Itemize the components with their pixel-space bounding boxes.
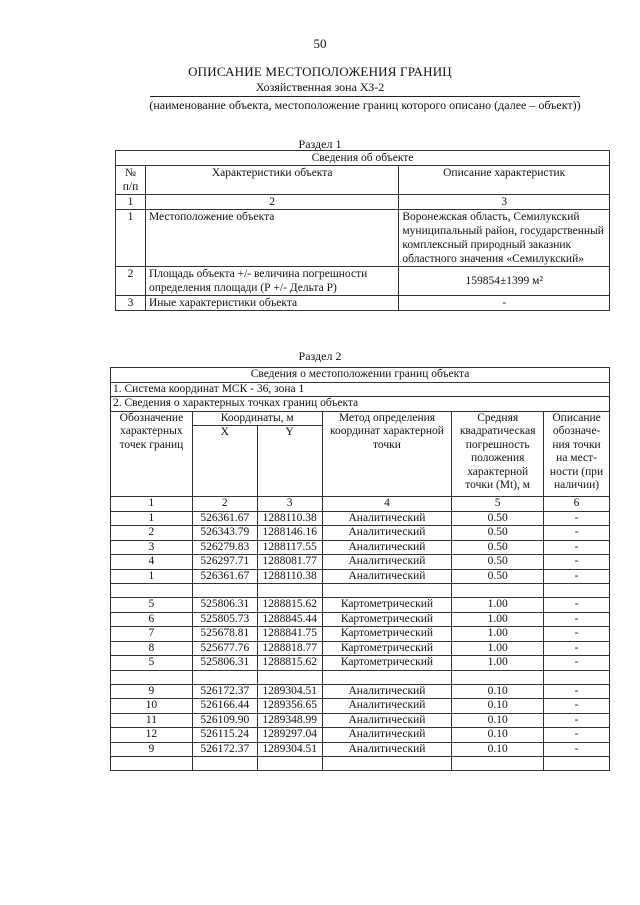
point-description: - [544, 699, 610, 714]
empty-cell [257, 757, 322, 771]
point-description: - [544, 713, 610, 728]
error: 0.50 [452, 555, 544, 570]
header-designation: Обозначение характерных точек границ [111, 411, 193, 497]
coord-y: 1289297.04 [257, 728, 322, 743]
coord-x: 526361.67 [192, 569, 257, 584]
point-description: - [544, 627, 610, 642]
numbering-cell: 4 [322, 497, 452, 512]
point-number: 10 [111, 699, 193, 714]
method: Аналитический [322, 540, 452, 555]
coord-x: 525677.76 [192, 641, 257, 656]
method: Аналитический [322, 713, 452, 728]
numbering-cell: 1 [116, 195, 146, 210]
table-row [111, 728, 610, 743]
method: Картометрический [322, 627, 452, 642]
coord-x: 526279.83 [192, 540, 257, 555]
coord-x: 526361.67 [192, 511, 257, 526]
row-characteristic: Местоположение объекта [145, 210, 398, 267]
table-row [116, 296, 610, 311]
coord-y: 1288117.55 [257, 540, 322, 555]
numbering-cell: 2 [192, 497, 257, 512]
empty-cell [544, 757, 610, 771]
table-row [111, 526, 610, 541]
point-number: 3 [111, 540, 193, 555]
point-description: - [544, 555, 610, 570]
table-row [111, 699, 610, 714]
method: Аналитический [322, 511, 452, 526]
coord-y: 1288815.62 [257, 598, 322, 613]
error: 0.50 [452, 526, 544, 541]
empty-cell [111, 757, 193, 771]
point-number: 8 [111, 641, 193, 656]
empty-cell [452, 584, 544, 598]
method: Аналитический [322, 699, 452, 714]
coordinate-system: 1. Система координат МСК - 36, зона 1 [111, 382, 610, 397]
point-number: 5 [111, 656, 193, 671]
coord-y: 1289356.65 [257, 699, 322, 714]
document-title: ОПИСАНИЕ МЕСТОПОЛОЖЕНИЯ ГРАНИЦ [188, 64, 452, 79]
coord-y: 1288818.77 [257, 641, 322, 656]
boundary-points-table [110, 367, 610, 771]
coord-y: 1288081.77 [257, 555, 322, 570]
table-row [111, 641, 610, 656]
error: 1.00 [452, 598, 544, 613]
group-separator-row [111, 584, 610, 598]
error: 1.00 [452, 656, 544, 671]
point-number: 11 [111, 713, 193, 728]
section2-label: Раздел 2 [298, 349, 342, 363]
header-y: Y [257, 426, 322, 497]
table-row [111, 511, 610, 526]
row-num: 1 [116, 210, 146, 267]
point-number: 1 [111, 569, 193, 584]
point-number: 7 [111, 627, 193, 642]
error: 1.00 [452, 627, 544, 642]
row-characteristic: Площадь объекта +/- величина погрешности определения площади (Р +/- Дельта Р) [145, 267, 398, 296]
table-row [111, 713, 610, 728]
coord-y: 1288815.62 [257, 656, 322, 671]
point-description: - [544, 540, 610, 555]
table-row [111, 742, 610, 757]
error: 1.00 [452, 612, 544, 627]
empty-cell [544, 584, 610, 598]
coord-x: 525806.31 [192, 598, 257, 613]
method: Аналитический [322, 684, 452, 699]
header-point-description: Описание обозначе-ния точки на мест-ности (при наличии) [544, 411, 610, 497]
table-title: Сведения о местоположении границ объекта [111, 368, 610, 383]
row-num: 3 [116, 296, 146, 311]
point-description: - [544, 728, 610, 743]
coord-x: 525678.81 [192, 627, 257, 642]
header-description: Описание характеристик [399, 166, 610, 195]
table-row [116, 267, 610, 296]
point-description: - [544, 526, 610, 541]
coord-x: 526109.90 [192, 713, 257, 728]
document-subtitle: Хозяйственная зона ХЗ-2 [255, 80, 385, 94]
point-description: - [544, 569, 610, 584]
coord-x: 525805.73 [192, 612, 257, 627]
page-number: 50 [313, 36, 327, 51]
coord-x: 526172.37 [192, 684, 257, 699]
numbering-cell: 2 [145, 195, 398, 210]
empty-cell [322, 757, 452, 771]
coord-x: 526297.71 [192, 555, 257, 570]
method: Картометрический [322, 598, 452, 613]
trailing-empty-row [111, 757, 610, 771]
point-description: - [544, 684, 610, 699]
method: Аналитический [322, 728, 452, 743]
coord-y: 1288110.38 [257, 569, 322, 584]
header-num: № п/п [116, 166, 146, 195]
empty-cell [192, 757, 257, 771]
empty-cell [111, 584, 193, 598]
header-coordinates: Координаты, м [192, 411, 322, 426]
point-number: 9 [111, 742, 193, 757]
point-number: 5 [111, 598, 193, 613]
row-description: - [399, 296, 610, 311]
coord-x: 525806.31 [192, 656, 257, 671]
method: Аналитический [322, 526, 452, 541]
error: 0.10 [452, 713, 544, 728]
empty-cell [192, 670, 257, 684]
point-description: - [544, 511, 610, 526]
section1-label: Раздел 1 [298, 137, 342, 151]
point-description: - [544, 612, 610, 627]
point-description: - [544, 656, 610, 671]
error: 0.10 [452, 699, 544, 714]
object-note: (наименование объекта, местоположение границ которого описано (далее – объект)) [149, 98, 581, 112]
subtitle-underline [150, 96, 580, 97]
point-number: 12 [111, 728, 193, 743]
row-description: Воронежская область, Семилукский муниципальный район, государственный комплексный природный заказник областного значения «Семилукский» [399, 210, 610, 267]
header-characteristics: Характеристики объекта [145, 166, 398, 195]
object-info-table [115, 150, 610, 311]
error: 0.50 [452, 569, 544, 584]
empty-cell [544, 670, 610, 684]
row-num: 2 [116, 267, 146, 296]
error: 0.10 [452, 684, 544, 699]
header-error: Средняя квадратическая погрешность положения характерной точки (Mt), м [452, 411, 544, 497]
point-number: 9 [111, 684, 193, 699]
numbering-cell: 3 [399, 195, 610, 210]
points-title: 2. Сведения о характерных точках границ объекта [111, 397, 610, 412]
table-row [111, 598, 610, 613]
coord-y: 1288845.44 [257, 612, 322, 627]
method: Картометрический [322, 612, 452, 627]
point-number: 2 [111, 526, 193, 541]
table-row [111, 569, 610, 584]
empty-cell [257, 670, 322, 684]
error: 0.10 [452, 742, 544, 757]
empty-cell [452, 757, 544, 771]
empty-cell [192, 584, 257, 598]
numbering-cell: 1 [111, 497, 193, 512]
table-row [111, 684, 610, 699]
empty-cell [322, 584, 452, 598]
point-number: 1 [111, 511, 193, 526]
table-row [111, 627, 610, 642]
coord-y: 1289304.51 [257, 742, 322, 757]
method: Аналитический [322, 742, 452, 757]
coord-x: 526172.37 [192, 742, 257, 757]
error: 0.50 [452, 540, 544, 555]
table-title: Сведения об объекте [116, 151, 610, 166]
coord-y: 1289304.51 [257, 684, 322, 699]
table-row [116, 210, 610, 267]
method: Аналитический [322, 569, 452, 584]
error: 0.50 [452, 511, 544, 526]
row-characteristic: Иные характеристики объекта [145, 296, 398, 311]
header-method: Метод определения координат характерной точки [322, 411, 452, 497]
coord-y: 1289348.99 [257, 713, 322, 728]
empty-cell [111, 670, 193, 684]
empty-cell [257, 584, 322, 598]
coord-y: 1288841.75 [257, 627, 322, 642]
group-separator-row [111, 670, 610, 684]
point-description: - [544, 742, 610, 757]
point-number: 6 [111, 612, 193, 627]
point-number: 4 [111, 555, 193, 570]
method: Аналитический [322, 555, 452, 570]
table-row [111, 612, 610, 627]
row-description: 159854±1399 м² [399, 267, 610, 296]
coord-y: 1288146.16 [257, 526, 322, 541]
numbering-cell: 5 [452, 497, 544, 512]
header-x: X [192, 426, 257, 497]
method: Картометрический [322, 656, 452, 671]
point-description: - [544, 641, 610, 656]
numbering-cell: 6 [544, 497, 610, 512]
coord-y: 1288110.38 [257, 511, 322, 526]
coord-x: 526343.79 [192, 526, 257, 541]
empty-cell [322, 670, 452, 684]
table-row [111, 555, 610, 570]
method: Картометрический [322, 641, 452, 656]
table-row [111, 656, 610, 671]
numbering-cell: 3 [257, 497, 322, 512]
coord-x: 526115.24 [192, 728, 257, 743]
point-description: - [544, 598, 610, 613]
error: 0.10 [452, 728, 544, 743]
error: 1.00 [452, 641, 544, 656]
empty-cell [452, 670, 544, 684]
table-row [111, 540, 610, 555]
coord-x: 526166.44 [192, 699, 257, 714]
